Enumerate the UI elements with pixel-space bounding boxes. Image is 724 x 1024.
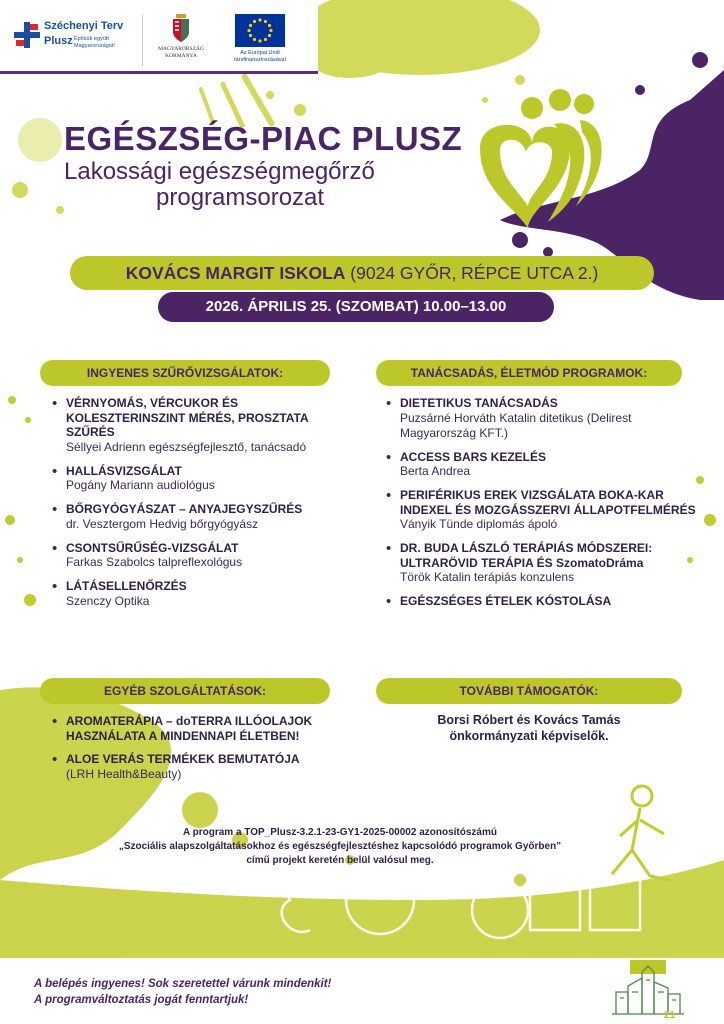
event-subtitle-line-1: Lakossági egészségmegőrző <box>64 158 375 185</box>
logo-divider <box>142 14 143 66</box>
item-desc: Séllyei Adrienn egészségfejlesztő, tanácsadó <box>66 439 307 454</box>
item-desc: (LRH Health&Beauty) <box>66 766 182 781</box>
project-footnote <box>40 826 640 868</box>
supporters-heading: TOVÁBBI TÁMOGATÓK: <box>376 678 682 704</box>
szechenyi-cross-icon <box>14 22 40 48</box>
hungarian-crest-icon <box>172 14 190 42</box>
venue-address: (9024 GYŐR, RÉPCE UTCA 2.) <box>345 263 599 283</box>
bottom-notice <box>34 976 331 1008</box>
government-logo <box>150 14 212 66</box>
item-desc: Szenczy Optika <box>66 593 150 608</box>
szechenyi-plus: Plusz <box>44 35 73 47</box>
supporters-text <box>390 712 668 744</box>
item-title: • AROMATERÁPIA – doTERRA ILLÓOLAJOK HASZNÁLATA A MINDENNAPI ÉLETBEN! <box>66 714 313 743</box>
government-line-1: MAGYARORSZÁG <box>158 46 204 52</box>
item-desc: Török Katalin terápiás konzulens <box>400 570 575 584</box>
other-services-heading: EGYÉB SZOLGÁLTATÁSOK: <box>40 678 330 704</box>
list-item <box>52 396 348 455</box>
item-desc: Berta Andrea <box>400 464 471 478</box>
eu-logo <box>228 14 292 68</box>
item-title: • ACCESS BARS KEZELÉS <box>400 449 547 464</box>
footnote-line-2: „Szociális alapszolgáltatásokhoz és egészségfejlesztéshez kapcsolódó programok Győrben” <box>118 841 562 852</box>
item-title: • BŐRGYÓGYÁSZAT – ANYAJEGYSZŰRÉS <box>66 502 303 516</box>
item-desc: dr. Vesztergom Hedvig bőrgyógyász <box>66 516 259 531</box>
logo-bar <box>0 0 318 74</box>
svg-text:21: 21 <box>664 1010 676 1020</box>
item-title: • VÉRNYOMÁS, VÉRCUKOR ÉS KOLESZTERINSZINT MÉRÉS, PROSZTATA SZŰRÉS <box>66 396 309 439</box>
item-desc: Farkas Szabolcs talpreflexológus <box>66 555 243 569</box>
list-item <box>52 464 348 494</box>
item-desc: Pogány Mariann audiológus <box>66 478 215 492</box>
eu-line-2: társfinanszírozásával <box>234 56 286 63</box>
item-title: • DIETETIKUS TANÁCSADÁS <box>400 396 558 410</box>
item-title: • DR. BUDA LÁSZLÓ TERÁPIÁS MÓDSZEREI: ULTRARÖVID TERÁPIA ÉS SzomatoDráma <box>400 541 653 570</box>
heart-people-icon <box>470 88 620 238</box>
title-block <box>64 120 462 211</box>
footnote-line-3: című projekt keretén belül valósul meg. <box>246 855 434 866</box>
venue-banner <box>70 256 654 290</box>
gyor-city-logo <box>608 958 688 1020</box>
screenings-list <box>52 396 348 618</box>
supporters-line-1: Borsi Róbert és Kovács Tamás <box>437 713 621 727</box>
counseling-list <box>386 396 696 618</box>
list-item <box>386 488 696 532</box>
list-item <box>52 579 348 609</box>
eu-flag-icon <box>235 14 285 47</box>
venue-name: KOVÁCS MARGIT ISKOLA <box>125 263 346 283</box>
government-line-2: KORMÁNYA <box>165 52 197 59</box>
item-title: • HALLÁSVIZSGÁLAT <box>66 463 182 478</box>
counseling-heading: TANÁCSADÁS, ÉLETMÓD PROGRAMOK: <box>376 360 682 386</box>
list-item <box>52 502 348 532</box>
list-item <box>386 594 696 609</box>
list-item <box>386 450 696 480</box>
szechenyi-tagline: Építsük együtt Magyarországot! <box>74 36 115 49</box>
list-item <box>386 396 696 441</box>
event-subtitle-line-2: programsorozat <box>156 184 325 211</box>
list-item <box>52 541 348 571</box>
item-desc: Ványik Tünde diplomás ápoló <box>400 517 558 531</box>
item-title: • PERIFÉRIKUS EREK VIZSGÁLATA BOKA-KAR INDEXEL ÉS MOZGÁSSZERVI ÁLLAPOTFELMÉRÉS <box>400 488 696 517</box>
item-title: • ALOE VERÁS TERMÉKEK BEMUTATÓJA <box>66 752 300 766</box>
list-item <box>52 752 352 782</box>
item-title: • EGÉSZSÉGES ÉTELEK KÓSTOLÁSA <box>400 594 612 608</box>
other-services-list <box>52 714 352 791</box>
supporters-line-2: önkormányzati képviselők. <box>449 729 609 743</box>
szechenyi-title: Széchenyi Terv <box>44 20 124 32</box>
bottom-line-2: A programváltoztatás jogát fenntartjuk! <box>34 994 249 1006</box>
list-item <box>386 541 696 585</box>
eu-line-1: Az Európai Unió <box>240 50 280 56</box>
event-title: EGÉSZSÉG-PIAC PLUSZ <box>64 120 463 157</box>
footnote-line-1: A program a TOP_Plusz-3.2.1-23-GY1-2025-00002 azonosítószámú <box>182 827 497 838</box>
szechenyi-logo <box>14 18 134 66</box>
item-title: • LÁTÁSELLENŐRZÉS <box>66 579 187 593</box>
bottom-line-1: A belépés ingyenes! Sok szeretettel várunk mindenkit! <box>34 978 332 990</box>
screenings-heading: INGYENES SZŰRŐVIZSGÁLATOK: <box>40 360 330 386</box>
item-title: • CSONTSŰRŰSÉG-VIZSGÁLAT <box>66 540 239 555</box>
list-item <box>52 714 352 743</box>
item-desc: Puzsárné Horváth Katalin ditetikus (Delirest Magyarország KFT.) <box>400 410 632 440</box>
date-banner: 2026. ÁPRILIS 25. (SZOMBAT) 10.00–13.00 <box>158 292 554 322</box>
